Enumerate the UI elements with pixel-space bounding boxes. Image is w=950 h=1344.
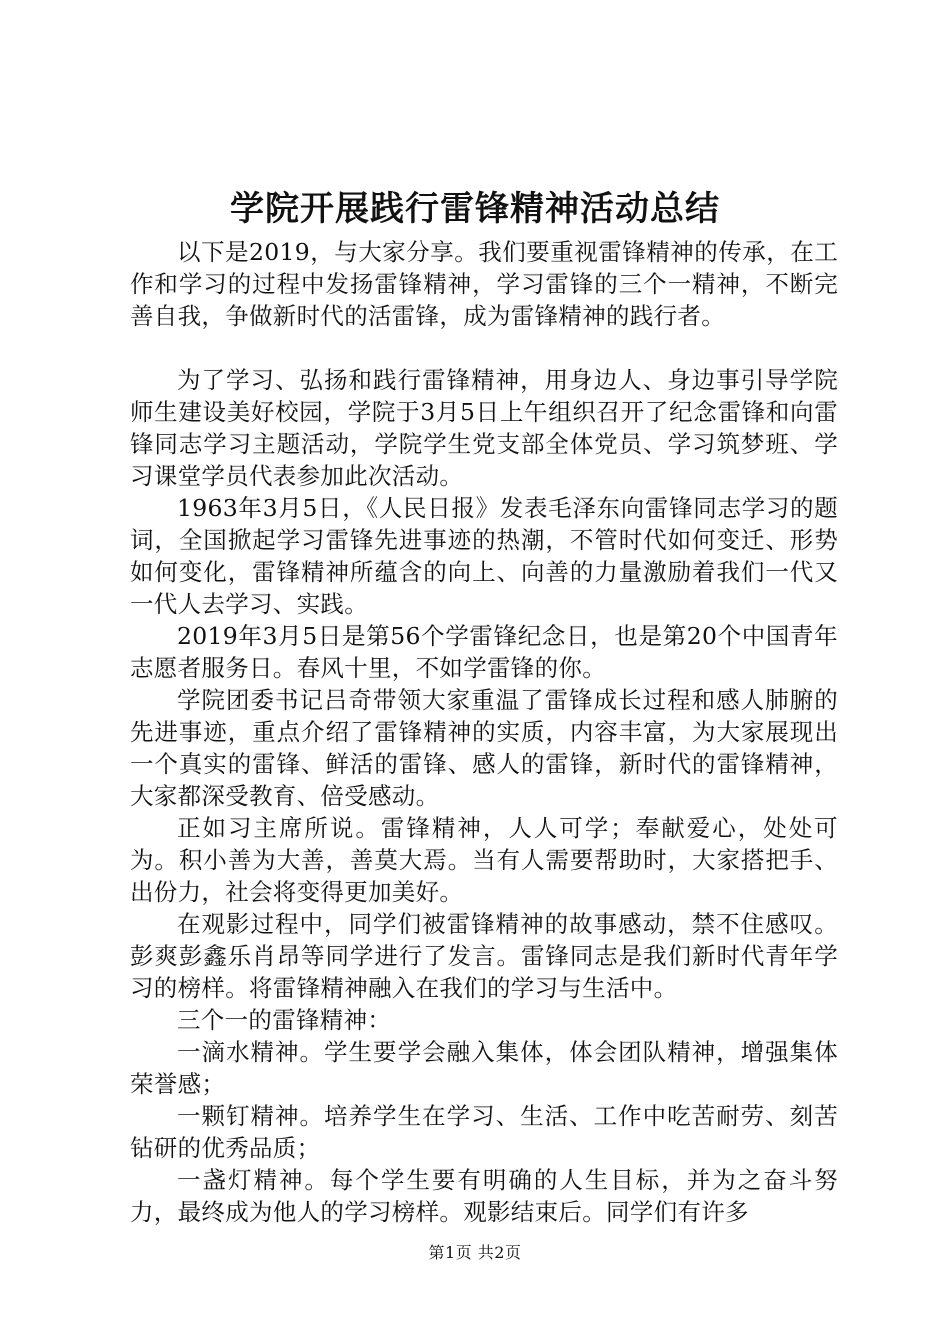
paragraph: 一盏灯精神。每个学生要有明确的人生目标，并为之奋斗努力，最终成为他人的学习榜样。观影结束后。同学们有许多 [130,1166,838,1226]
paragraph: 一滴水精神。学生要学会融入集体，体会团队精神，增强集体荣誉感； [130,1038,838,1098]
page-footer: 第1页 共2页 [428,1243,522,1262]
paragraph-intro: 以下是2019，与大家分享。我们要重视雷锋精神的传承，在工作和学习的过程中发扬雷锋精神，学习雷锋的三个一精神，不断完善自我，争做新时代的活雷锋，成为雷锋精神的践行者。 [130,238,838,330]
paragraph: 一颗钉精神。培养学生在学习、生活、工作中吃苦耐劳、刻苦钻研的优秀品质； [130,1102,838,1162]
paragraph: 1963年3月5日，《人民日报》发表毛泽东向雷锋同志学习的题词，全国掀起学习雷锋先进事迹的热潮，不管时代如何变迁、形势如何变化，雷锋精神所蕴含的向上、向善的力量激励着我们一代又一代人去学习、实践。 [130,494,838,618]
paragraph: 学院团委书记吕奇带领大家重温了雷锋成长过程和感人肺腑的先进事迹，重点介绍了雷锋精神的实质，内容丰富，为大家展现出一个真实的雷锋、鲜活的雷锋、感人的雷锋，新时代的雷锋精神，大家都深受教育、倍受感动。 [130,686,838,810]
paragraph: 2019年3月5日是第56个学雷锋纪念日，也是第20个中国青年志愿者服务日。春风十里，不如学雷锋的你。 [130,622,838,682]
paragraph: 为了学习、弘扬和践行雷锋精神，用身边人、身边事引导学院师生建设美好校园，学院于3月5日上午组织召开了纪念雷锋和向雷锋同志学习主题活动，学院学生党支部全体党员、学习筑梦班、学习课堂学员代表参加此次活动。 [130,366,838,490]
document-title: 学院开展践行雷锋精神活动总结 [230,189,720,229]
paragraph: 三个一的雷锋精神： [177,1006,392,1034]
document-body [130,236,838,1228]
paragraph: 在观影过程中，同学们被雷锋精神的故事感动，禁不住感叹。彭爽彭鑫乐肖昂等同学进行了发言。雷锋同志是我们新时代青年学习的榜样。将雷锋精神融入在我们的学习与生活中。 [130,910,838,1002]
paragraph: 正如习主席所说。雷锋精神，人人可学；奉献爱心，处处可为。积小善为大善，善莫大焉。当有人需要帮助时，大家搭把手、出份力，社会将变得更加美好。 [130,814,838,906]
